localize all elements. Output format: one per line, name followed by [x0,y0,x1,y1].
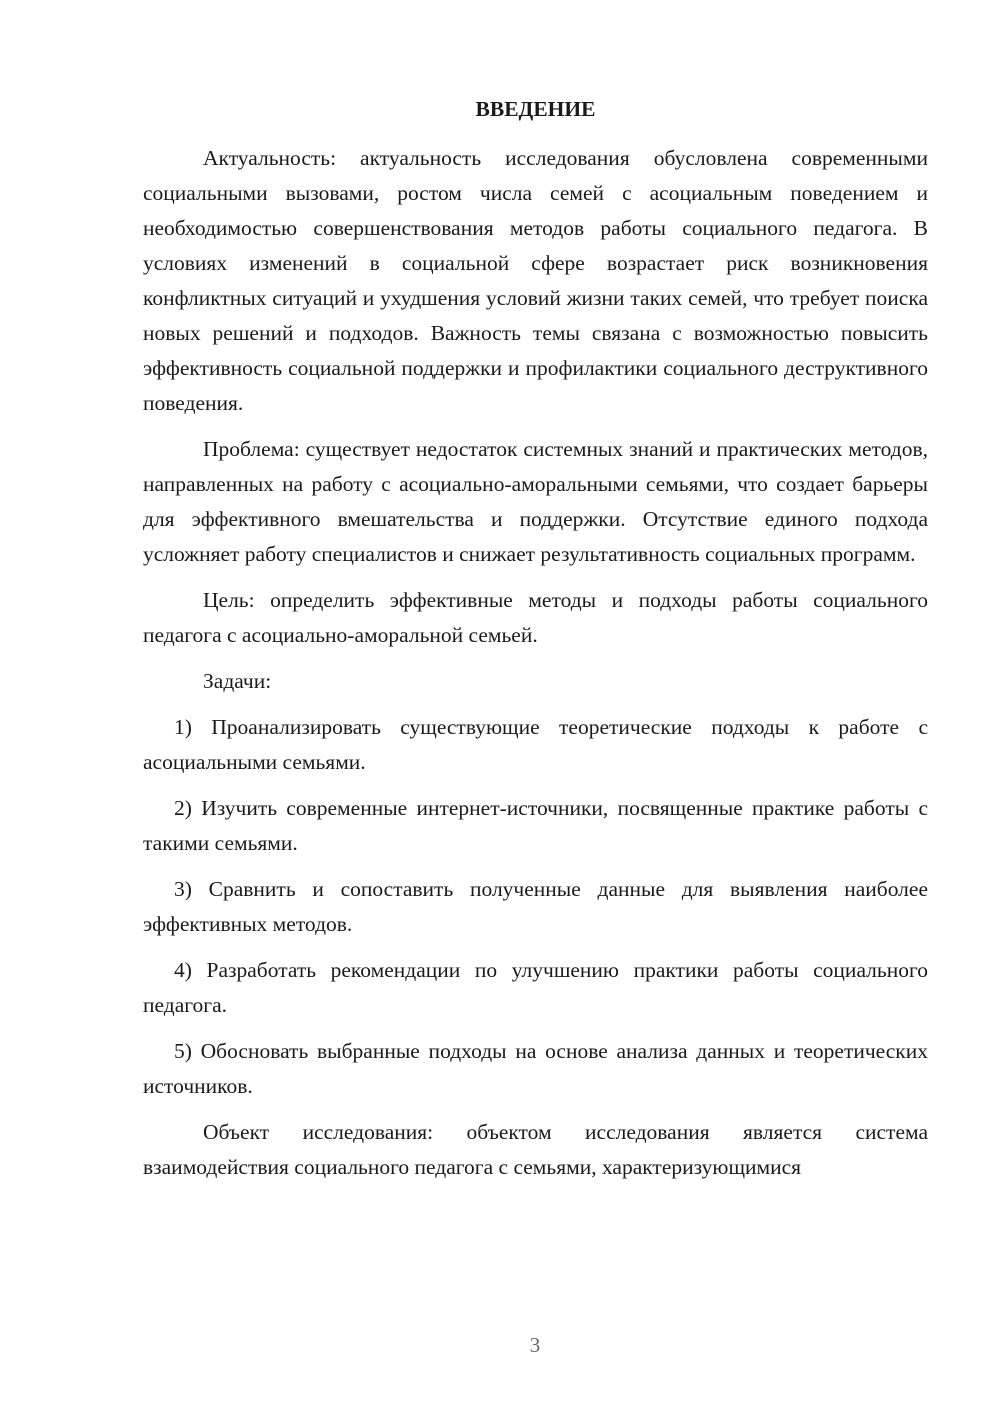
page-number: 3 [529,1333,541,1357]
tasks-label: Задачи: [203,669,272,693]
task-item-4: 4) Разработать рекомендации по улучшению практики работы социального педагога. [143,958,928,1017]
paragraph-problem: Проблема: существует недостаток системных знаний и практических методов, направленных на работу с асоциально-аморальными семьями, что создает барьеры для эффективного вмешательства и поддержки. Отсутствие единого подхода усложняет работу специалистов и снижает результативность социальных программ. [143,437,928,566]
task-item-2: 2) Изучить современные интернет-источники, посвященные практике работы с такими семьями. [143,796,928,855]
paragraph-goal: Цель: определить эффективные методы и подходы работы социального педагога с асоциально-аморальной семьей. [143,588,928,647]
task-item-5: 5) Обосновать выбранные подходы на основе анализа данных и теоретических источников. [143,1039,928,1098]
task-item-3: 3) Сравнить и сопоставить полученные данные для выявления наиболее эффективных методов. [143,877,928,936]
paragraph-object: Объект исследования: объектом исследования является система взаимодействия социального педагога с семьями, характеризующимися [143,1120,928,1179]
paragraph-relevance: Актуальность: актуальность исследования обусловлена современными социальными вызовами, ростом числа семей с асоциальным поведением и необходимостью совершенствования методов работы социального педагога. В условиях изменений в социальной сфере возрастает риск возникновения конфликтных ситуаций и ухудшения условий жизни таких семей, что требует поиска новых решений и подходов. Важность темы связана с возможностью повысить эффективность социальной поддержки и профилактики социального деструктивного поведения. [143,146,928,415]
task-list [143,710,928,1104]
section-heading: ВВЕДЕНИЕ [475,97,596,121]
document-page [143,92,928,1196]
task-item-1: 1) Проанализировать существующие теоретические подходы к работе с асоциальными семьями. [143,715,928,774]
